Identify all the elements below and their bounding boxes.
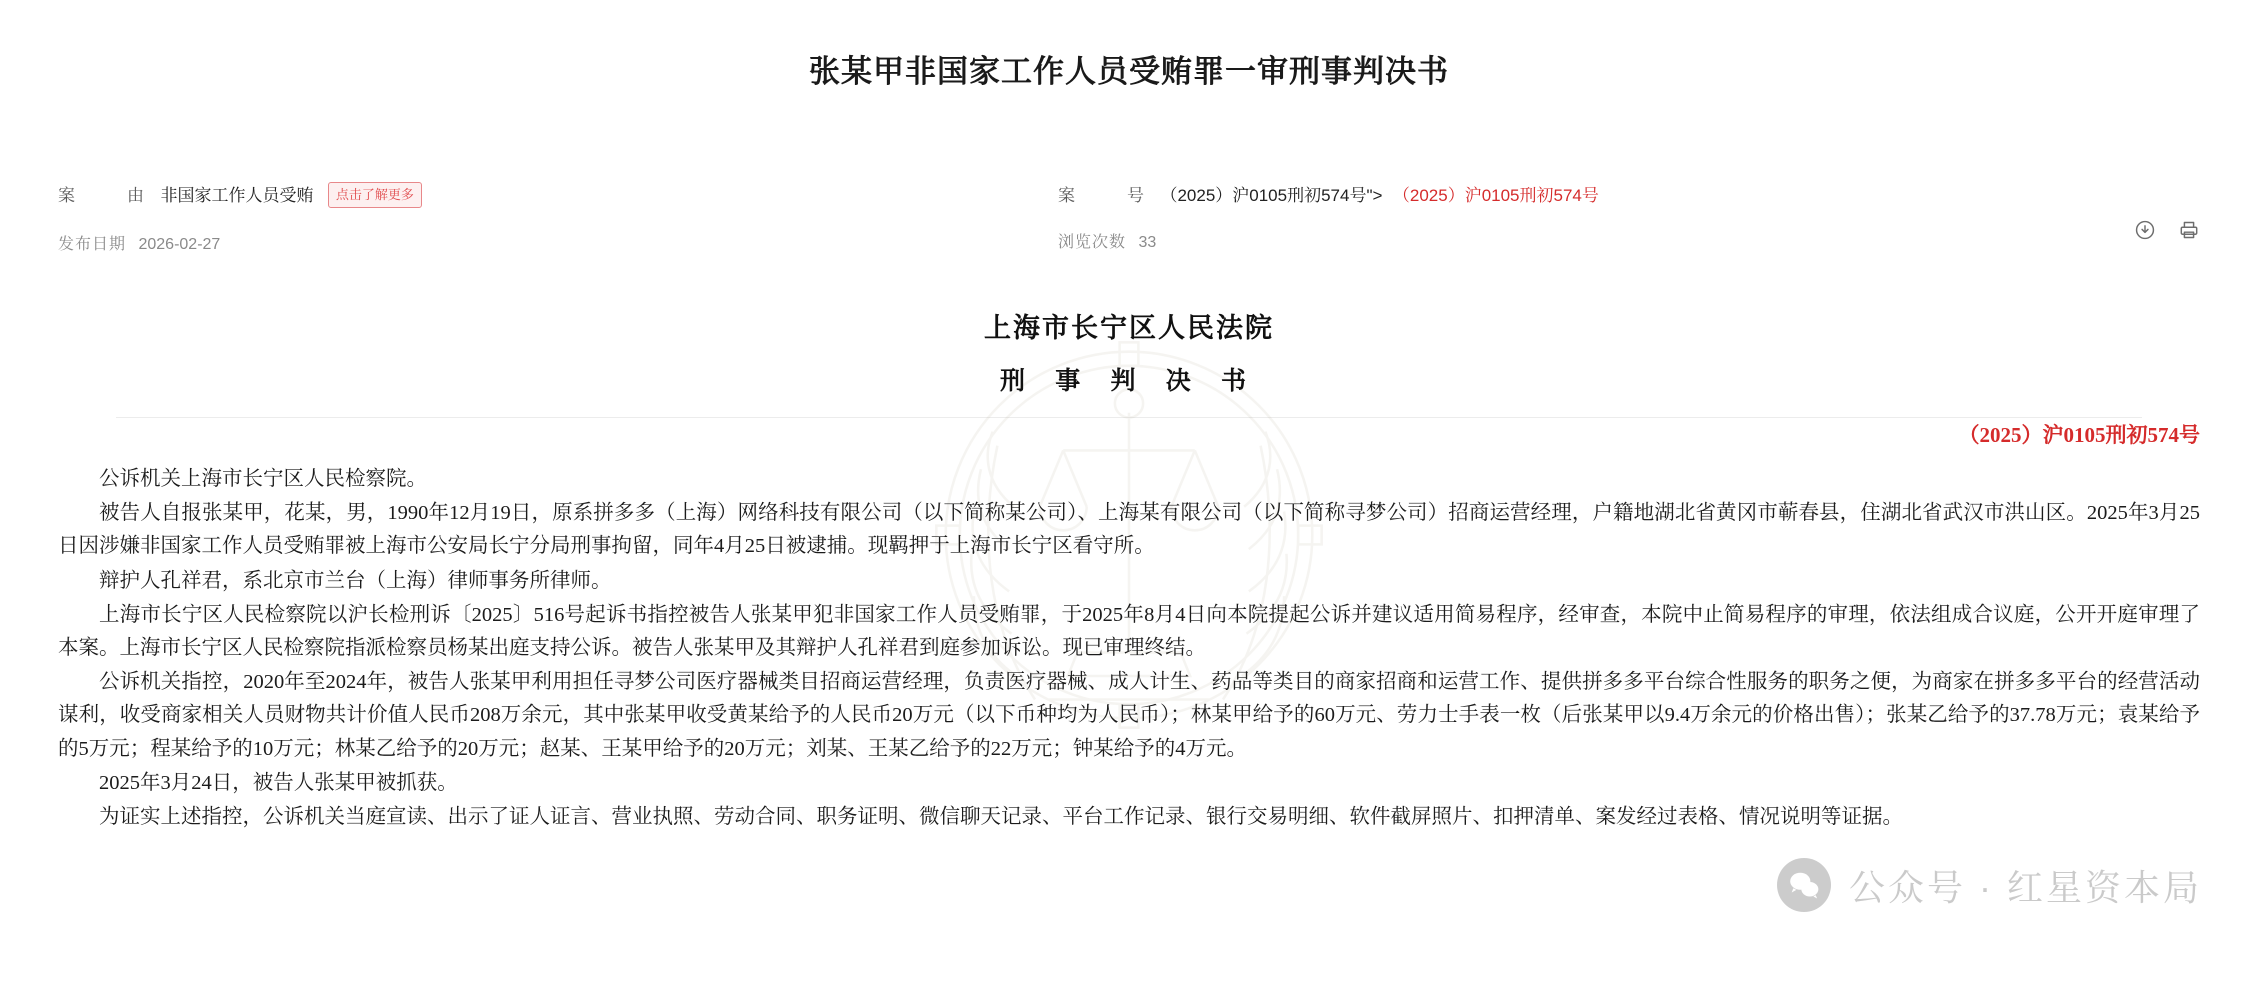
cause-label: 案 由: [58, 186, 150, 205]
body-paragraph: 公诉机关上海市长宁区人民检察院。: [99, 468, 427, 490]
judgment-body: [58, 463, 2200, 834]
account-watermark-text: 公众号 · 红星资本局: [1849, 866, 2202, 908]
views-row: [1058, 229, 2080, 252]
download-icon[interactable]: [2134, 219, 2156, 241]
wechat-icon: [1777, 858, 1831, 912]
publish-date-value: 2026-02-27: [138, 236, 221, 253]
body-paragraph: 被告人自报张某甲，花某，男，1990年12月19日，原系拼多多（上海）网络科技有限公司（以下简称某公司）、上海某有限公司（以下简称寻梦公司）招商运营经理，户籍地湖北省黄冈市蕲春县，住湖北省武汉市洪山区。2025年3月25日因涉嫌非国家工作人员受贿罪被上海市公安局长宁分局刑事拘留，同年4月25日被逮捕。现羁押于上海市长宁区看守所。: [58, 502, 2200, 558]
cause-value: 非国家工作人员受贿: [160, 186, 314, 205]
publish-date-row: [58, 231, 1058, 254]
court-heading: [0, 306, 2258, 397]
print-icon[interactable]: [2178, 219, 2200, 241]
publish-date-label: 发布日期: [58, 236, 127, 253]
meta-divider: [116, 417, 2142, 418]
learn-more-badge[interactable]: 点击了解更多: [328, 182, 422, 208]
meta-primary-row: [58, 181, 2200, 254]
meta-cause-block: [58, 181, 1058, 254]
meta-case-no-block: [1058, 181, 2080, 252]
case-no-value: （2025）沪0105刑初574号">: [1160, 186, 1383, 205]
court-name: 上海市长宁区人民法院: [984, 313, 1274, 343]
body-paragraph: 为证实上述指控，公诉机关当庭宣读、出示了证人证言、营业执照、劳动合同、职务证明、微信聊天记录、平台工作记录、银行交易明细、软件截屏照片、扣押清单、案发经过表格、情况说明等证据。: [99, 806, 1903, 829]
body-paragraph: 2025年3月24日，被告人张某甲被抓获。: [99, 771, 458, 794]
views-value: 33: [1138, 234, 1157, 251]
body-paragraph: 辩护人孔祥君，系北京市兰台（上海）律师事务所律师。: [99, 569, 612, 592]
views-label: 浏览次数: [1058, 234, 1127, 251]
case-no-label: 案 号: [1058, 186, 1150, 205]
body-paragraph: 上海市长宁区人民检察院以沪长检刑诉〔2025〕516号起诉书指控被告人张某甲犯非国家工作人员受贿罪，于2025年8月4日向本院提起公诉并建议适用简易程序，经审查，本院中止简易程序的审理，依法组成合议庭，公开开庭审理了本案。上海市长宁区人民检察院指派检察员杨某出庭支持公诉。被告人张某甲及其辩护人孔祥君到庭参加诉讼。现已审理终结。: [58, 603, 2200, 660]
body-paragraph: 公诉机关指控，2020年至2024年，被告人张某甲利用担任寻梦公司医疗器械类目招商运营经理，负责医疗器械、成人计生、药品等类目的商家招商和运营工作、提供拼多多平台综合性服务的职务之便，为商家在拼多多平台的经营活动谋利，收受商家相关人员财物共计价值人民币208万余元，其中张某甲收受黄某给予的人民币20万元（以下币种均为人民币）；林某甲给予的60万元、劳力士手表一枚（后张某甲以9.4万余元的价格出售）；张某乙给予的37.78万元；袁某给予的5万元；程某给予的10万元；林某乙给予的20万元；赵某、王某甲给予的20万元；刘某、王某乙给予的22万元；钟某给予的4万元。: [58, 671, 2200, 760]
document-type: 刑 事 判 决 书: [999, 368, 1258, 395]
account-watermark: [1777, 858, 2202, 912]
page-title: 张某甲非国家工作人员受贿罪一审刑事判决书: [809, 54, 1449, 89]
case-no-value-highlight: （2025）沪0105刑初574号: [1392, 186, 1599, 205]
meta-action-icons: [2134, 219, 2200, 241]
case-number-heading: （2025）沪0105刑初574号: [1958, 423, 2200, 447]
document-meta: [58, 181, 2200, 254]
